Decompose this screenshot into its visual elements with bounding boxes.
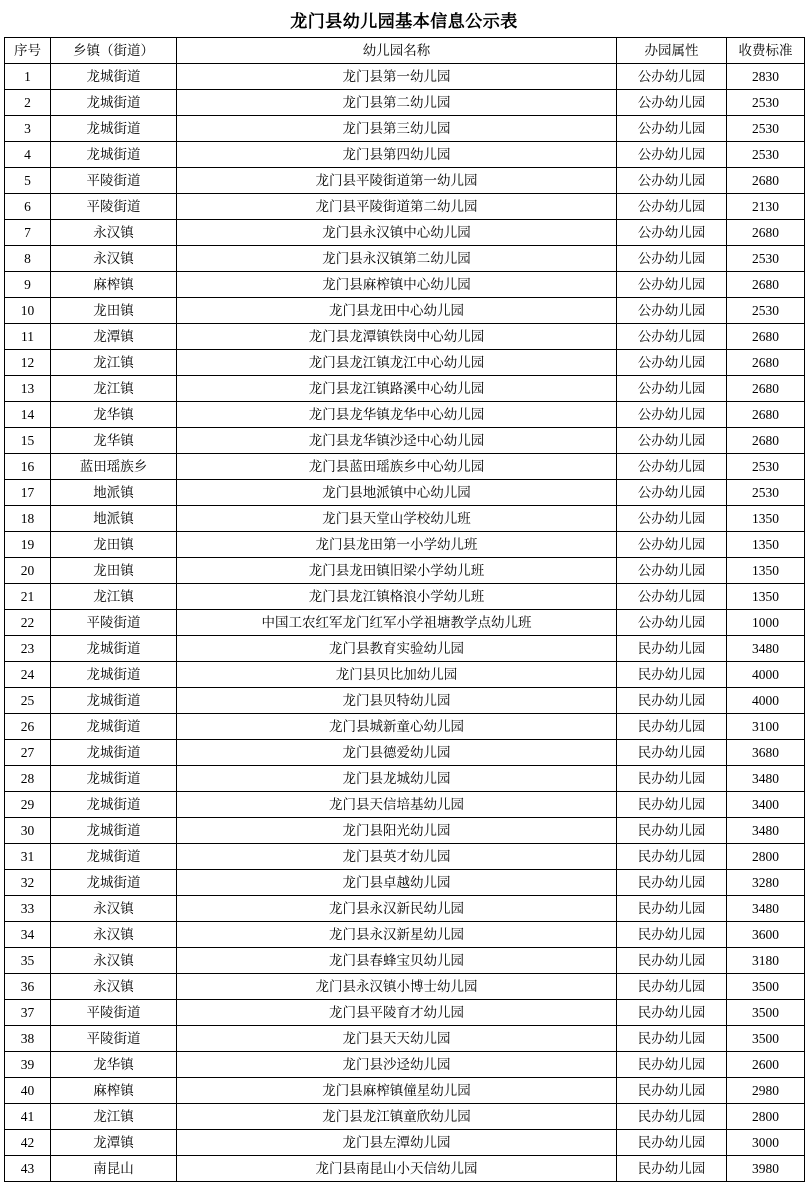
cell-town: 龙城街道: [51, 116, 177, 142]
cell-type: 民办幼儿园: [617, 714, 727, 740]
cell-fee: 2530: [727, 142, 805, 168]
cell-name: 龙门县卓越幼儿园: [177, 870, 617, 896]
cell-name: 龙门县龙田镇旧梁小学幼儿班: [177, 558, 617, 584]
cell-name: 龙门县阳光幼儿园: [177, 818, 617, 844]
page-title: 龙门县幼儿园基本信息公示表: [290, 12, 518, 31]
cell-fee: 3980: [727, 1156, 805, 1182]
cell-name: 龙门县左潭幼儿园: [177, 1130, 617, 1156]
cell-name: 龙门县第二幼儿园: [177, 90, 617, 116]
cell-fee: 1350: [727, 532, 805, 558]
cell-type: 公办幼儿园: [617, 194, 727, 220]
table-row: [5, 194, 805, 220]
cell-town: 龙江镇: [51, 350, 177, 376]
table-row: [5, 428, 805, 454]
table-row: [5, 766, 805, 792]
cell-type: 民办幼儿园: [617, 1130, 727, 1156]
table-header-row: [5, 38, 805, 64]
cell-name: 龙门县龙潭镇铁岗中心幼儿园: [177, 324, 617, 350]
table-row: [5, 402, 805, 428]
cell-seq: 21: [5, 584, 51, 610]
cell-fee: 3600: [727, 922, 805, 948]
cell-town: 永汉镇: [51, 220, 177, 246]
cell-town: 龙城街道: [51, 636, 177, 662]
cell-type: 民办幼儿园: [617, 1104, 727, 1130]
cell-fee: 2980: [727, 1078, 805, 1104]
cell-town: 龙城街道: [51, 766, 177, 792]
cell-town: 龙江镇: [51, 584, 177, 610]
cell-town: 永汉镇: [51, 974, 177, 1000]
table-row: [5, 142, 805, 168]
cell-fee: 2600: [727, 1052, 805, 1078]
cell-type: 民办幼儿园: [617, 636, 727, 662]
cell-seq: 28: [5, 766, 51, 792]
cell-seq: 1: [5, 64, 51, 90]
table-row: [5, 220, 805, 246]
cell-name: 龙门县永汉镇第二幼儿园: [177, 246, 617, 272]
table-row: [5, 116, 805, 142]
cell-town: 地派镇: [51, 480, 177, 506]
table-row: [5, 740, 805, 766]
table-body: [5, 64, 805, 1182]
cell-seq: 16: [5, 454, 51, 480]
table-row: [5, 1156, 805, 1182]
cell-seq: 37: [5, 1000, 51, 1026]
cell-fee: 1350: [727, 584, 805, 610]
cell-town: 永汉镇: [51, 922, 177, 948]
cell-fee: 4000: [727, 688, 805, 714]
column-header-name: 幼儿园名称: [177, 38, 617, 64]
cell-seq: 13: [5, 376, 51, 402]
cell-name: 龙门县平陵街道第二幼儿园: [177, 194, 617, 220]
cell-type: 公办幼儿园: [617, 350, 727, 376]
table-row: [5, 90, 805, 116]
cell-seq: 29: [5, 792, 51, 818]
cell-type: 公办幼儿园: [617, 116, 727, 142]
cell-town: 蓝田瑶族乡: [51, 454, 177, 480]
cell-town: 平陵街道: [51, 168, 177, 194]
table-row: [5, 64, 805, 90]
cell-name: 龙门县龙田第一小学幼儿班: [177, 532, 617, 558]
cell-town: 龙城街道: [51, 792, 177, 818]
table-row: [5, 480, 805, 506]
table-row: [5, 324, 805, 350]
cell-town: 平陵街道: [51, 610, 177, 636]
cell-name: 龙门县教育实验幼儿园: [177, 636, 617, 662]
cell-name: 龙门县麻榨镇僮星幼儿园: [177, 1078, 617, 1104]
cell-type: 民办幼儿园: [617, 896, 727, 922]
cell-fee: 2800: [727, 844, 805, 870]
cell-name: 龙门县平陵育才幼儿园: [177, 1000, 617, 1026]
cell-type: 民办幼儿园: [617, 688, 727, 714]
cell-seq: 36: [5, 974, 51, 1000]
cell-fee: 3480: [727, 896, 805, 922]
cell-town: 永汉镇: [51, 948, 177, 974]
cell-town: 龙华镇: [51, 1052, 177, 1078]
cell-type: 公办幼儿园: [617, 142, 727, 168]
cell-seq: 26: [5, 714, 51, 740]
cell-type: 公办幼儿园: [617, 532, 727, 558]
cell-fee: 3180: [727, 948, 805, 974]
cell-type: 公办幼儿园: [617, 480, 727, 506]
table-row: [5, 454, 805, 480]
cell-town: 龙潭镇: [51, 1130, 177, 1156]
cell-town: 平陵街道: [51, 1026, 177, 1052]
table-row: [5, 350, 805, 376]
cell-name: 龙门县地派镇中心幼儿园: [177, 480, 617, 506]
cell-town: 南昆山: [51, 1156, 177, 1182]
cell-fee: 2680: [727, 376, 805, 402]
table-row: [5, 974, 805, 1000]
cell-type: 公办幼儿园: [617, 298, 727, 324]
cell-fee: 3500: [727, 974, 805, 1000]
cell-name: 龙门县龙华镇沙迳中心幼儿园: [177, 428, 617, 454]
cell-name: 龙门县第三幼儿园: [177, 116, 617, 142]
cell-name: 龙门县德爱幼儿园: [177, 740, 617, 766]
cell-town: 麻榨镇: [51, 1078, 177, 1104]
table-row: [5, 584, 805, 610]
table-row: [5, 948, 805, 974]
cell-type: 公办幼儿园: [617, 168, 727, 194]
cell-type: 公办幼儿园: [617, 428, 727, 454]
cell-town: 平陵街道: [51, 194, 177, 220]
cell-type: 民办幼儿园: [617, 844, 727, 870]
cell-type: 公办幼儿园: [617, 324, 727, 350]
cell-seq: 30: [5, 818, 51, 844]
cell-fee: 3680: [727, 740, 805, 766]
cell-name: 龙门县龙田中心幼儿园: [177, 298, 617, 324]
table-row: [5, 896, 805, 922]
cell-town: 地派镇: [51, 506, 177, 532]
cell-fee: 3480: [727, 636, 805, 662]
cell-name: 龙门县天信培基幼儿园: [177, 792, 617, 818]
cell-fee: 2530: [727, 480, 805, 506]
cell-fee: 2530: [727, 246, 805, 272]
cell-type: 民办幼儿园: [617, 766, 727, 792]
cell-seq: 11: [5, 324, 51, 350]
cell-type: 公办幼儿园: [617, 584, 727, 610]
cell-type: 公办幼儿园: [617, 220, 727, 246]
cell-seq: 9: [5, 272, 51, 298]
cell-type: 公办幼儿园: [617, 90, 727, 116]
cell-seq: 32: [5, 870, 51, 896]
cell-name: 龙门县永汉新星幼儿园: [177, 922, 617, 948]
cell-seq: 42: [5, 1130, 51, 1156]
cell-type: 民办幼儿园: [617, 1052, 727, 1078]
cell-seq: 6: [5, 194, 51, 220]
cell-town: 永汉镇: [51, 246, 177, 272]
cell-seq: 12: [5, 350, 51, 376]
table-row: [5, 1104, 805, 1130]
cell-seq: 22: [5, 610, 51, 636]
cell-town: 龙城街道: [51, 844, 177, 870]
table-row: [5, 792, 805, 818]
cell-name: 龙门县龙江镇童欣幼儿园: [177, 1104, 617, 1130]
cell-seq: 17: [5, 480, 51, 506]
cell-name: 中国工农红军龙门红军小学祖塘教学点幼儿班: [177, 610, 617, 636]
cell-type: 民办幼儿园: [617, 1000, 727, 1026]
cell-type: 公办幼儿园: [617, 272, 727, 298]
cell-name: 龙门县第一幼儿园: [177, 64, 617, 90]
cell-fee: 2130: [727, 194, 805, 220]
cell-fee: 4000: [727, 662, 805, 688]
column-header-fee: 收费标准: [727, 38, 805, 64]
kindergarten-info-table: [4, 37, 805, 1182]
cell-name: 龙门县龙江镇路溪中心幼儿园: [177, 376, 617, 402]
cell-fee: 2680: [727, 168, 805, 194]
cell-town: 龙华镇: [51, 402, 177, 428]
cell-town: 龙城街道: [51, 688, 177, 714]
cell-seq: 24: [5, 662, 51, 688]
cell-type: 民办幼儿园: [617, 974, 727, 1000]
cell-fee: 2680: [727, 272, 805, 298]
cell-fee: 1350: [727, 506, 805, 532]
cell-seq: 2: [5, 90, 51, 116]
cell-type: 民办幼儿园: [617, 818, 727, 844]
cell-seq: 3: [5, 116, 51, 142]
cell-town: 麻榨镇: [51, 272, 177, 298]
column-header-type: 办园属性: [617, 38, 727, 64]
cell-town: 龙城街道: [51, 64, 177, 90]
cell-town: 龙城街道: [51, 90, 177, 116]
cell-name: 龙门县沙迳幼儿园: [177, 1052, 617, 1078]
cell-type: 公办幼儿园: [617, 376, 727, 402]
cell-type: 民办幼儿园: [617, 740, 727, 766]
table-row: [5, 714, 805, 740]
cell-seq: 35: [5, 948, 51, 974]
cell-seq: 7: [5, 220, 51, 246]
cell-fee: 3480: [727, 766, 805, 792]
cell-type: 公办幼儿园: [617, 402, 727, 428]
cell-fee: 2680: [727, 220, 805, 246]
table-row: [5, 1130, 805, 1156]
cell-name: 龙门县龙城幼儿园: [177, 766, 617, 792]
table-row: [5, 298, 805, 324]
cell-name: 龙门县永汉镇中心幼儿园: [177, 220, 617, 246]
table-row: [5, 610, 805, 636]
cell-town: 龙华镇: [51, 428, 177, 454]
cell-type: 公办幼儿园: [617, 610, 727, 636]
cell-name: 龙门县春蜂宝贝幼儿园: [177, 948, 617, 974]
table-row: [5, 246, 805, 272]
cell-fee: 3400: [727, 792, 805, 818]
cell-seq: 10: [5, 298, 51, 324]
cell-name: 龙门县贝特幼儿园: [177, 688, 617, 714]
table-row: [5, 558, 805, 584]
cell-type: 民办幼儿园: [617, 1078, 727, 1104]
cell-name: 龙门县龙江镇格浪小学幼儿班: [177, 584, 617, 610]
cell-type: 公办幼儿园: [617, 506, 727, 532]
cell-type: 民办幼儿园: [617, 662, 727, 688]
cell-fee: 1350: [727, 558, 805, 584]
cell-town: 龙潭镇: [51, 324, 177, 350]
cell-seq: 39: [5, 1052, 51, 1078]
cell-town: 龙城街道: [51, 870, 177, 896]
cell-fee: 2680: [727, 402, 805, 428]
cell-type: 民办幼儿园: [617, 922, 727, 948]
cell-fee: 3500: [727, 1000, 805, 1026]
cell-seq: 25: [5, 688, 51, 714]
cell-seq: 40: [5, 1078, 51, 1104]
cell-town: 龙城街道: [51, 714, 177, 740]
cell-town: 龙田镇: [51, 298, 177, 324]
cell-name: 龙门县英才幼儿园: [177, 844, 617, 870]
cell-town: 龙城街道: [51, 142, 177, 168]
cell-fee: 3480: [727, 818, 805, 844]
cell-name: 龙门县城新童心幼儿园: [177, 714, 617, 740]
table-row: [5, 688, 805, 714]
cell-seq: 4: [5, 142, 51, 168]
cell-type: 民办幼儿园: [617, 1026, 727, 1052]
cell-type: 公办幼儿园: [617, 246, 727, 272]
cell-town: 龙田镇: [51, 558, 177, 584]
table-row: [5, 506, 805, 532]
cell-seq: 14: [5, 402, 51, 428]
cell-type: 公办幼儿园: [617, 558, 727, 584]
table-row: [5, 168, 805, 194]
table-row: [5, 662, 805, 688]
cell-name: 龙门县南昆山小天信幼儿园: [177, 1156, 617, 1182]
cell-seq: 43: [5, 1156, 51, 1182]
cell-town: 龙田镇: [51, 532, 177, 558]
cell-fee: 2530: [727, 298, 805, 324]
cell-fee: 2530: [727, 116, 805, 142]
cell-town: 龙城街道: [51, 818, 177, 844]
cell-name: 龙门县天天幼儿园: [177, 1026, 617, 1052]
cell-seq: 18: [5, 506, 51, 532]
cell-seq: 38: [5, 1026, 51, 1052]
cell-name: 龙门县平陵街道第一幼儿园: [177, 168, 617, 194]
cell-seq: 41: [5, 1104, 51, 1130]
table-row: [5, 376, 805, 402]
cell-name: 龙门县永汉新民幼儿园: [177, 896, 617, 922]
cell-fee: 2800: [727, 1104, 805, 1130]
column-header-seq: 序号: [5, 38, 51, 64]
cell-seq: 5: [5, 168, 51, 194]
cell-name: 龙门县龙华镇龙华中心幼儿园: [177, 402, 617, 428]
cell-name: 龙门县麻榨镇中心幼儿园: [177, 272, 617, 298]
cell-name: 龙门县蓝田瑶族乡中心幼儿园: [177, 454, 617, 480]
cell-fee: 3500: [727, 1026, 805, 1052]
cell-town: 龙江镇: [51, 376, 177, 402]
table-row: [5, 272, 805, 298]
table-row: [5, 532, 805, 558]
table-row: [5, 870, 805, 896]
cell-town: 龙城街道: [51, 740, 177, 766]
cell-fee: 2680: [727, 350, 805, 376]
table-row: [5, 818, 805, 844]
cell-name: 龙门县第四幼儿园: [177, 142, 617, 168]
table-row: [5, 1052, 805, 1078]
cell-fee: 1000: [727, 610, 805, 636]
cell-name: 龙门县龙江镇龙江中心幼儿园: [177, 350, 617, 376]
cell-type: 民办幼儿园: [617, 1156, 727, 1182]
cell-fee: 3000: [727, 1130, 805, 1156]
cell-seq: 31: [5, 844, 51, 870]
column-header-town: 乡镇（街道）: [51, 38, 177, 64]
cell-type: 民办幼儿园: [617, 792, 727, 818]
cell-seq: 23: [5, 636, 51, 662]
cell-name: 龙门县贝比加幼儿园: [177, 662, 617, 688]
cell-seq: 34: [5, 922, 51, 948]
table-row: [5, 844, 805, 870]
cell-seq: 33: [5, 896, 51, 922]
cell-seq: 20: [5, 558, 51, 584]
cell-town: 永汉镇: [51, 896, 177, 922]
table-row: [5, 922, 805, 948]
table-row: [5, 636, 805, 662]
cell-fee: 2680: [727, 324, 805, 350]
cell-type: 民办幼儿园: [617, 948, 727, 974]
cell-fee: 2530: [727, 90, 805, 116]
table-header: [5, 38, 805, 64]
cell-fee: 2680: [727, 428, 805, 454]
cell-fee: 2530: [727, 454, 805, 480]
table-row: [5, 1000, 805, 1026]
cell-type: 公办幼儿园: [617, 64, 727, 90]
cell-town: 平陵街道: [51, 1000, 177, 1026]
cell-seq: 15: [5, 428, 51, 454]
cell-seq: 8: [5, 246, 51, 272]
cell-fee: 2830: [727, 64, 805, 90]
table-row: [5, 1078, 805, 1104]
cell-fee: 3100: [727, 714, 805, 740]
cell-town: 龙江镇: [51, 1104, 177, 1130]
cell-town: 龙城街道: [51, 662, 177, 688]
cell-type: 公办幼儿园: [617, 454, 727, 480]
cell-fee: 3280: [727, 870, 805, 896]
cell-name: 龙门县天堂山学校幼儿班: [177, 506, 617, 532]
cell-seq: 19: [5, 532, 51, 558]
cell-name: 龙门县永汉镇小博士幼儿园: [177, 974, 617, 1000]
cell-seq: 27: [5, 740, 51, 766]
table-row: [5, 1026, 805, 1052]
cell-type: 民办幼儿园: [617, 870, 727, 896]
